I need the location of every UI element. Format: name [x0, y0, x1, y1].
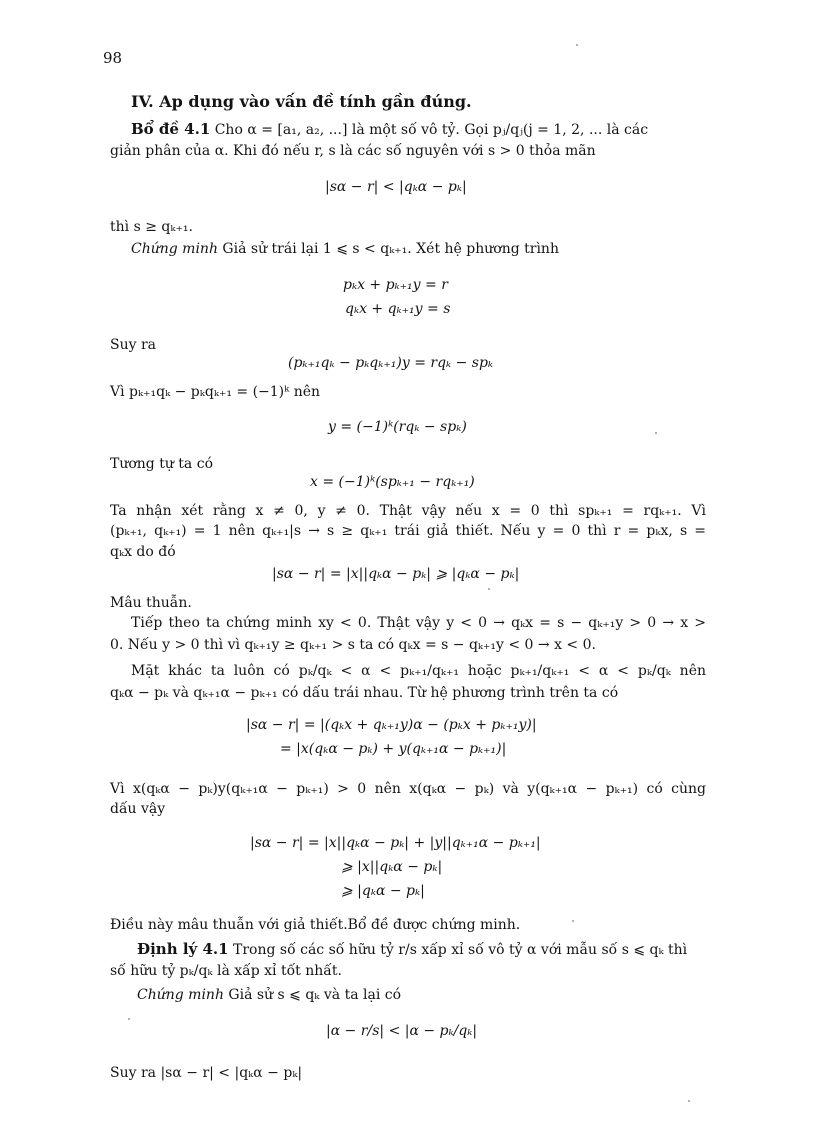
sign-line2: dấu vậy: [110, 801, 166, 817]
equation-final-1: |sα − r| = |x||qₖα − pₖ| + |y||qₖ₊₁α − pₖ₊₁|: [250, 835, 541, 851]
equation-y: y = (−1)ᵏ(rqₖ − spₖ): [328, 419, 467, 435]
proof2-intro-line: [137, 986, 401, 1004]
proof2-suy-ra: Suy ra |sα − r| < |qₖα − pₖ|: [110, 1065, 303, 1081]
proof1-intro: Giả sử trái lại 1 ⩽ s < qₖ₊₁. Xét hệ phương trình: [222, 241, 559, 257]
equation-final-2: ⩾ |x||qₖα − pₖ|: [341, 859, 443, 875]
equation-expand-2: = |x(qₖα − pₖ) + y(qₖ₊₁α − pₖ₊₁)|: [280, 741, 507, 757]
other-line2: qₖα − pₖ và qₖ₊₁α − pₖ₊₁ có dấu trái nhau. Từ hệ phương trình trên ta có: [110, 685, 619, 701]
lemma-statement-line2: giản phân của α. Khi đó nếu r, s là các số nguyên với s > 0 thỏa mãn: [110, 143, 596, 159]
proof1-label: Chứng minh: [131, 241, 218, 257]
system-equation-2: qₖx + qₖ₊₁y = s: [345, 301, 451, 317]
theorem-statement-line2: số hữu tỷ pₖ/qₖ là xấp xỉ tốt nhất.: [110, 963, 342, 979]
proof1-conclusion: Điều này mâu thuẫn với giả thiết.Bổ đề được chứng minh.: [110, 917, 521, 933]
equation-final-3: ⩾ |qₖα − pₖ|: [341, 883, 425, 899]
scan-speck: [128, 1018, 130, 1020]
page-number: 98: [103, 49, 123, 67]
equation-condition: |sα − r| < |qₖα − pₖ|: [325, 179, 467, 195]
other-line1: Mặt khác ta luôn có pₖ/qₖ < α < pₖ₊₁/qₖ₊₁ hoặc pₖ₊₁/qₖ₊₁ < α < pₖ/qₖ nên: [131, 663, 706, 679]
scan-speck: [655, 432, 657, 434]
proof1-intro-line: [131, 240, 559, 258]
theorem-statement-line1: [137, 940, 687, 959]
theorem-statement-text1: Trong số các số hữu tỷ r/s xấp xỉ số vô tỷ α với mẫu số s ⩽ qₖ thì: [233, 942, 688, 958]
equation-x: x = (−1)ᵏ(spₖ₊₁ − rqₖ₊₁): [310, 474, 475, 490]
remark-line1: Ta nhận xét rằng x ≠ 0, y ≠ 0. Thật vậy nếu x = 0 thì spₖ₊₁ = rqₖ₊₁. Vì: [110, 503, 706, 519]
suy-ra-label: Suy ra: [110, 337, 157, 353]
proof2-label: Chứng minh: [137, 987, 224, 1003]
system-equation-1: pₖx + pₖ₊₁y = r: [343, 277, 448, 293]
equation-product: (pₖ₊₁qₖ − pₖqₖ₊₁)y = rqₖ − spₖ: [288, 355, 494, 371]
tuong-tu-label: Tương tự ta có: [110, 456, 213, 472]
lemma-statement-text1: Cho α = [a₁, a₂, ...] là một số vô tỷ. Gọi pⱼ/qⱼ(j = 1, 2, ... là các: [214, 122, 649, 138]
next-line2: 0. Nếu y > 0 thì vì qₖ₊₁y ≥ qₖ₊₁ > s ta có qₖx = s − qₖ₊₁y < 0 → x < 0.: [110, 637, 596, 653]
remark-line3: qₖx do đó: [110, 544, 176, 560]
mau-thuan-label: Mâu thuẫn.: [110, 595, 192, 611]
lemma-label: Bổ đề 4.1: [131, 120, 211, 138]
scan-speck: [572, 920, 574, 922]
proof2-intro: Giả sử s ⩽ qₖ và ta lại có: [228, 987, 402, 1003]
lemma-statement-line1: [131, 120, 648, 139]
equation-expand-1: |sα − r| = |(qₖx + qₖ₊₁y)α − (pₖx + pₖ₊₁y)|: [246, 717, 537, 733]
theorem-label: Định lý 4.1: [137, 940, 229, 958]
section-title: IV. Ap dụng vào vấn đề tính gần đúng.: [131, 92, 472, 111]
equation-theorem: |α − r/s| < |α − pₖ/qₖ|: [326, 1023, 478, 1039]
remark-line2: (pₖ₊₁, qₖ₊₁) = 1 nên qₖ₊₁|s → s ≥ qₖ₊₁ trái giả thiết. Nếu y = 0 thì r = pₖx, s =: [110, 523, 706, 539]
scan-speck: [576, 44, 578, 46]
scan-speck: [688, 1100, 690, 1102]
vi-line: Vì pₖ₊₁qₖ − pₖqₖ₊₁ = (−1)ᵏ nên: [110, 384, 321, 400]
equation-abs: |sα − r| = |x||qₖα − pₖ| ⩾ |qₖα − pₖ|: [272, 566, 520, 582]
lemma-conclusion: thì s ≥ qₖ₊₁.: [110, 219, 193, 235]
next-line1: Tiếp theo ta chứng minh xy < 0. Thật vậy y < 0 → qₖx = s − qₖ₊₁y > 0 → x >: [131, 615, 706, 631]
scan-speck: [488, 588, 490, 590]
sign-line1: Vì x(qₖα − pₖ)y(qₖ₊₁α − pₖ₊₁) > 0 nên x(qₖα − pₖ) và y(qₖ₊₁α − pₖ₊₁) có cùng: [110, 781, 706, 797]
